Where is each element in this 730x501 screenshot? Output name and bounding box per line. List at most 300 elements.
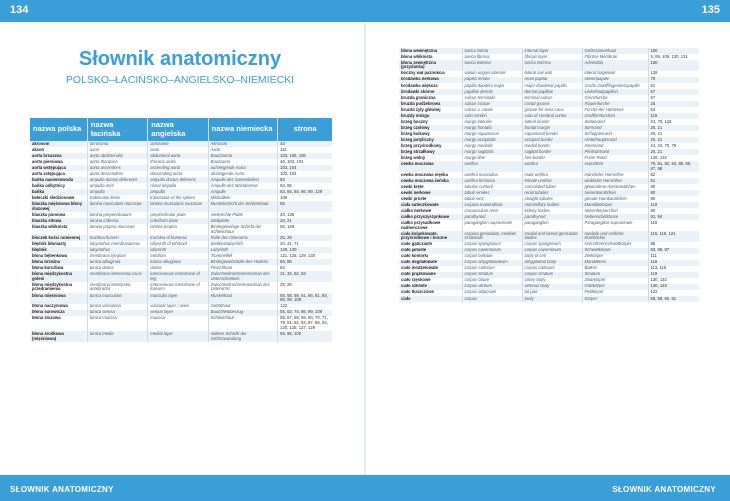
table-cell: parathyroid (522, 214, 582, 220)
table-cell: Nierenkörperchen (582, 208, 648, 214)
table-cell: trabeculae lienis (87, 195, 147, 201)
table-cell: ciało tłuszczowe (399, 290, 462, 296)
table-cell: fat pad (522, 290, 582, 296)
table-cell: Fettkörper (582, 290, 648, 296)
table-cell: Trommelfell (208, 253, 277, 259)
table-cell: błona wewnętrzna (399, 48, 462, 54)
table-cell: 79, 81, 82, 84, 85, 86, 87, 88 (648, 161, 699, 172)
table-row (30, 271, 332, 282)
table-cell: 111 (648, 254, 699, 260)
table-cell: Paraganglion suprarenale (582, 220, 648, 231)
page-header-bar (0, 0, 730, 22)
table-cell: urethra feminina (462, 178, 522, 184)
table-cell: Große Zwölffingerdarmpapille (582, 83, 648, 89)
table-cell: corpus vitreum (462, 284, 522, 290)
table-cell: ampulla (87, 189, 147, 195)
table-cell: tubuli recti (462, 196, 522, 202)
table-cell: cewka moczowa (399, 161, 462, 172)
table-cell: Ampulle (208, 189, 277, 195)
table-cell: 20, 135 (278, 212, 332, 218)
table-cell: Axon (208, 147, 277, 153)
table-cell: renal papilla (522, 77, 582, 83)
table-cell: ciałko przysadkowe nadnerczowe (399, 220, 462, 231)
table-cell: paraganglion suprarenale (462, 220, 522, 231)
table-cell: 80 (648, 184, 699, 190)
table-cell: brzeg strzałkowy (399, 149, 462, 155)
table-cell: labyrinth of ethmoid (148, 241, 208, 247)
table-cell: aorta brzuszna (30, 153, 87, 159)
dictionary-table-right (399, 48, 699, 302)
table-cell: błona mięśniowa (30, 293, 87, 304)
table-cell: frontal margin (522, 125, 582, 131)
table-cell: sulcus v. cavae (462, 107, 522, 113)
table-cell: cewki nerkowe (399, 190, 462, 196)
table-cell: tunica externa (522, 60, 582, 71)
table-cell: Seitenrand (582, 119, 648, 125)
table-cell: Akrosom (208, 141, 277, 147)
table-cell: medial border (522, 143, 582, 149)
table-cell: boczny wał paznokcia (399, 71, 462, 77)
table-cell: Gefässinnenhaut (582, 48, 648, 54)
table-cell: ampulla (148, 189, 208, 195)
table-cell: beleczki śledzionowe (30, 195, 87, 201)
table-cell: 55, 129 (278, 224, 332, 235)
table-cell: lateral border (522, 119, 582, 125)
table-cell: gerade Harnkanälchen (582, 196, 648, 202)
table-cell: 20, 21 (278, 218, 332, 224)
table-cell: Fibröse Membran (582, 54, 648, 60)
table-cell: brodawki skórne (399, 89, 462, 95)
table-cell: akson (30, 147, 87, 153)
table-cell: papilla renalis (462, 77, 522, 83)
table-cell: mediale und seitliche Kniehöcker (582, 231, 648, 242)
table-row (30, 331, 332, 342)
table-cell: corpus cavernosum (522, 248, 582, 254)
table-cell: ciało prążkowane (399, 272, 462, 278)
table-cell: straight tubules (522, 196, 582, 202)
table-cell: Milzbalken (208, 195, 277, 201)
table-cell: cewka moczowa żeńska (399, 178, 462, 184)
table-cell: Harnröhrenschwellkörper (582, 242, 648, 248)
table-cell: 116 (648, 220, 699, 231)
table-cell: aorta wstępująca (30, 165, 87, 171)
table-cell: błona zewnętrzna (przydanka) (399, 60, 462, 71)
footer-title-left: SŁOWNIK ANATOMICZNY (10, 485, 114, 494)
table-cell: tunica fibrosa (462, 54, 522, 60)
table-cell: ciliary body (522, 278, 582, 284)
table-cell: labyrinthus membranaceus (87, 241, 147, 247)
table-cell: 58, 59, 60, 61 (648, 296, 699, 302)
table-cell: Ampulle des Mastdarmes (208, 183, 277, 189)
table-cell: 20, 21 (648, 131, 699, 137)
table-cell: urethra (462, 161, 522, 172)
table-cell: ciało komórki (399, 254, 462, 260)
table-cell: Siebbeinlabyrinth (208, 241, 277, 247)
table-row (399, 231, 699, 242)
table-row (30, 293, 332, 304)
table-cell: vitreous body (522, 284, 582, 290)
table-cell: axon (87, 147, 147, 153)
table-cell: perpendicular plate (148, 212, 208, 218)
table-cell: senkrechte Platte (208, 212, 277, 218)
table-cell: Großhirnfurchen (582, 113, 648, 119)
table-cell: 24, 34, 70, 79 (648, 143, 699, 149)
table-cell: thoracic aorta (148, 159, 208, 165)
table-cell: błona kurczliwa (30, 265, 87, 271)
table-cell: corpus cellulae (462, 254, 522, 260)
table-cell: sulcus costae (462, 101, 522, 107)
table-cell: rectal ampulla (148, 183, 208, 189)
table-cell: Schwellkörper (582, 248, 648, 254)
table-cell: Labyrinth (208, 247, 277, 253)
table-cell: 109 (278, 195, 332, 201)
table-cell: 91, 94 (648, 214, 699, 220)
table-cell: tunica albuginea (87, 259, 147, 265)
table-cell: Schuppenrand (582, 131, 648, 137)
table-cell: costal groove (522, 101, 582, 107)
table-cell: Grenzfurche (582, 95, 648, 101)
table-cell: Striatum (582, 272, 648, 278)
table-cell: ascending aorta (148, 165, 208, 171)
table-cell: błona bębenkowa (30, 253, 87, 259)
table-cell: 130, 133 (648, 284, 699, 290)
page-title: Słownik anatomiczny (78, 48, 282, 70)
table-cell: amygdaloid body (522, 260, 582, 266)
table-cell: labyrinth (148, 247, 208, 253)
table-cell: cewki kręte (399, 184, 462, 190)
table-cell: parathyroid (462, 214, 522, 220)
page-number-left: 134 (10, 4, 29, 16)
table-cell: corpus spongiosum (522, 242, 582, 248)
table-cell: ampulla ductus deferens (148, 177, 208, 183)
table-cell: trochlea of humerus (148, 235, 208, 241)
table-cell: lamina perpendicularis (87, 212, 147, 218)
table-cell: papilla duodeni major (462, 83, 522, 89)
table-cell: ampulla recti (87, 183, 147, 189)
table-cell: labyrinthus (87, 247, 147, 253)
table-cell: vascular layer / uvea (148, 304, 208, 310)
table-cell: Muskelschicht der Schleimhaut (208, 201, 277, 212)
table-cell: corpusculum renis (462, 208, 522, 214)
table-cell: Glaskörper (582, 284, 648, 290)
table-cell: Siebplatte (208, 218, 277, 224)
table-cell: Adventitia (582, 60, 648, 71)
table-cell: bruzda żyły głównej (399, 107, 462, 113)
table-cell: male urethra (522, 172, 582, 178)
table-cell: lateral nail wall (522, 71, 582, 77)
table-cell: błona międzykostna goleni (30, 271, 87, 282)
table-cell: Nebenschilddrüse (582, 214, 648, 220)
table-cell: gewundene Harnkanälchen (582, 184, 648, 190)
table-cell: sulcus terminalis (462, 95, 522, 101)
table-cell: brzeg czołowy (399, 125, 462, 131)
table-cell: membrana interossea cruris (87, 271, 147, 282)
table-cell: 80 (648, 196, 699, 202)
table-cell: free border (522, 155, 582, 161)
table-body-right (399, 48, 699, 302)
table-cell: ciała suteczkowate (399, 202, 462, 208)
table-cell: muscular layer (148, 293, 208, 304)
table-cell: 84 (278, 265, 332, 271)
table-cell: corpus ciliare (462, 278, 522, 284)
table-cell: margo squamosus (462, 131, 522, 137)
table-cell: 111 (278, 147, 332, 153)
table-cell: brodawka nerkowa (399, 77, 462, 83)
table-cell: major duodenal papilla (522, 83, 582, 89)
table-cell: 103, 104 (278, 165, 332, 171)
table-cell: 122 (648, 290, 699, 296)
footer-title-right: SŁOWNIK ANATOMICZNY (612, 485, 716, 494)
table-row (30, 224, 332, 235)
table-cell: ciało modzelowate (399, 266, 462, 272)
table-cell: 55, 58, 59, 61, 66, 81, 84, 86, 99, 109 (278, 293, 332, 304)
table-cell: aorta piersiowa (30, 159, 87, 165)
table-cell: 84 (278, 177, 332, 183)
table-cell: Zwischenknochenmembran des Unterschenkels (208, 271, 277, 282)
table-cell: interosseous membrane of leg (148, 271, 208, 282)
table-cell: mittlere Schicht der Gefässwandung (208, 331, 277, 342)
table-cell: medial and lateral geniculate bodies (522, 231, 582, 242)
table-cell: abdominal aorta (148, 153, 208, 159)
table-cell: ciało jamiste (399, 248, 462, 254)
table-cell: lamina propria (148, 224, 208, 235)
table-cell: 128 (648, 71, 699, 77)
table-cell: bloczek kości ramiennej (30, 235, 87, 241)
table-cell: acrosoma (87, 141, 147, 147)
table-cell: 44 (278, 141, 332, 147)
table-cell: absteigende Aorta (208, 171, 277, 177)
table-cell: 25 (648, 101, 699, 107)
table-cell: margo lateralis (462, 119, 522, 125)
table-cell: fibrous layer (522, 54, 582, 60)
table-cell: Hinterhauptsrand (582, 137, 648, 143)
page-subtitle: POLSKO–ŁACIŃSKO–ANGIELSKO–NIEMIECKI (65, 74, 295, 86)
table-cell: Fleischhaut (208, 265, 277, 271)
table-cell: tunica serosa (87, 310, 147, 316)
table-cell: bańka odbytnicy (30, 183, 87, 189)
table-cell: dermal papillae (522, 89, 582, 95)
table-cell: corpora geniculata, mediale et laterale (462, 231, 522, 242)
table-cell: Ampulle des Samenleiters (208, 177, 277, 183)
table-cell: aorta ascendens (87, 165, 147, 171)
table-cell: błona śluzowa (30, 316, 87, 332)
table-cell: 5, 99, 109, 130, 131 (648, 54, 699, 60)
table-cell: groove for vena cava (522, 107, 582, 113)
table-cell: blaszka sitowa (30, 218, 87, 224)
table-cell: 63, 84, 84, 86, 99, 129 (278, 189, 332, 195)
table-cell: membrana tympani (87, 253, 147, 259)
table-cell: 20, 21 (648, 149, 699, 155)
table-cell: Harnröhre (582, 161, 648, 172)
table-cell: blaszka pionowa (30, 212, 87, 218)
table-cell: lateral Nagelwall (582, 71, 648, 77)
table-cell: aufsteigende Aorta (208, 165, 277, 171)
page-footer-bar (0, 475, 730, 501)
table-cell: brzeg przyśrodkowy (399, 143, 462, 149)
table-cell: 103, 104 (278, 171, 332, 177)
table-cell: occipital border (522, 137, 582, 143)
table-cell: ciało (399, 296, 462, 302)
table-cell: trabeculae of the spleen (148, 195, 208, 201)
table-cell: 100 (648, 48, 699, 54)
table-cell: body of cell (522, 254, 582, 260)
table-cell: 113, 116 (648, 266, 699, 272)
table-cell: 55, 95, 100 (278, 331, 332, 342)
table-cell: 25, 28 (278, 282, 332, 293)
table-cell: Bindegewebige Schicht der Schleimhaut (208, 224, 277, 235)
table-cell: ciałko nerkowe (399, 208, 462, 214)
table-cell: weibliche Harnröhre (582, 178, 648, 184)
table-cell: tunica muscularis (87, 293, 147, 304)
table-cell: brodawka większa (399, 83, 462, 89)
column-header: nazwa łacińska (87, 118, 147, 141)
table-cell: Bauchfellüberzug (208, 310, 277, 316)
table-cell: blaszka włóknista (30, 224, 87, 235)
table-cell: margo occipitalis (462, 137, 522, 143)
table-cell: ciało migdałowate (399, 260, 462, 266)
table-cell: Bindegewebshülle des Hodens (208, 259, 277, 265)
table-cell: Nierenkanälchen (582, 190, 648, 196)
table-cell: 55, 63, 74, 86, 99, 109 (278, 310, 332, 316)
table-cell: 128, 132 (648, 155, 699, 161)
table-cell: männliche Harnröhre (582, 172, 648, 178)
table-cell: mammillary bodies (522, 202, 582, 208)
table-cell: tunica externa (462, 60, 522, 71)
table-cell: sulci cerebri (462, 113, 522, 119)
table-cell: błona surowicza (30, 310, 87, 316)
table-cell: urethra masculina (462, 172, 522, 178)
table-cell: bańka (30, 189, 87, 195)
table-cell: Muskelhaut (208, 293, 277, 304)
table-cell: 20, 21 (648, 137, 699, 143)
table-cell: dartos (148, 265, 208, 271)
table-cell: 57 (648, 89, 699, 95)
table-cell: Ziliarkörper (582, 278, 648, 284)
table-cell: corpus amygdaloideum (462, 260, 522, 266)
table-cell: terminal sulcus (522, 95, 582, 101)
table-cell: tunica media (87, 331, 147, 342)
table-cell: paraganglion (522, 220, 582, 231)
table-cell: 119 (648, 202, 699, 208)
table-cell: 129, 130 (278, 247, 332, 253)
table-cell: corpus callosum (462, 266, 522, 272)
table-cell: błona środkowa (mięśniowa) (30, 331, 87, 342)
table-cell: trochlea humeri (87, 235, 147, 241)
table-cell: interosseous membrane of forearm (148, 282, 208, 293)
table-cell: 84, 85 (278, 259, 332, 265)
table-cell: corpus striatum (462, 272, 522, 278)
table-cell: sulci of cerebral cortex (522, 113, 582, 119)
table-cell: urethra (522, 161, 582, 172)
table-cell: corpus cavernosum (462, 248, 522, 254)
table-cell: brzeg potyliczny (399, 137, 462, 143)
table-row (30, 201, 332, 212)
table-cell: 79 (648, 77, 699, 83)
table-cell: 81 (648, 178, 699, 184)
table-cell: margo medialis (462, 143, 522, 149)
table-cell: ciałko przyszyszynkowe (399, 214, 462, 220)
table-cell: tunica vasculosa (87, 304, 147, 310)
table-cell: 121, 128, 129, 130 (278, 253, 332, 259)
page-number-right: 135 (701, 4, 720, 16)
table-cell: margo sagittalis (462, 149, 522, 155)
table-cell: eardrum (148, 253, 208, 259)
table-cell: tunica mucosa (87, 316, 147, 332)
table-cell: Rolle des Oberarms (208, 235, 277, 241)
table-cell: blaszka mięśniowa błony śluzowej (30, 201, 87, 212)
table-cell: aorta thoracica (87, 159, 147, 165)
table-cell: kidney bodies (522, 208, 582, 214)
table-cell: acrosome (148, 141, 208, 147)
table-cell: 82 (648, 172, 699, 178)
column-header: nazwa niemiecka (208, 118, 277, 141)
table-row (399, 60, 699, 71)
table-cell: ampulla ductus deferentis (87, 177, 147, 183)
table-cell: margo liber (462, 155, 522, 161)
table-cell: brzeg łuskowy (399, 131, 462, 137)
table-cell: Brustaorta (208, 159, 277, 165)
table-cell: 80 (648, 190, 699, 196)
table-cell: papillae dermis (462, 89, 522, 95)
table-cell: cewka moczowa męska (399, 172, 462, 178)
table-cell: cewki proste (399, 196, 462, 202)
table-row (399, 296, 699, 302)
table-cell: corpus spongiosum (462, 242, 522, 248)
table-cell: medial layer (148, 331, 208, 342)
table-cell: membrana interossea antebrachii (87, 282, 147, 293)
table-cell: Lederhautpapillen (582, 89, 648, 95)
table-cell: brzeg wolny (399, 155, 462, 161)
table-cell: Freier Rand (582, 155, 648, 161)
table-row (30, 316, 332, 332)
table-cell: Nierenpapille (582, 77, 648, 83)
table-cell: 130, 132 (648, 278, 699, 284)
column-header: nazwa angielska (148, 118, 208, 141)
table-cell: akrosom (30, 141, 87, 147)
book-spine (364, 22, 366, 475)
table-cell: squamosal border (522, 131, 582, 137)
table-cell: corpus striatum (522, 272, 582, 278)
table-cell: bruzda graniczna (399, 95, 462, 101)
table-cell: ciało szkliste (399, 284, 462, 290)
table-cell: lamina muscularis mucosae (148, 201, 208, 212)
table-cell: aorta abdominalis (87, 153, 147, 159)
table-cell: 100 (648, 60, 699, 71)
table-cell: 31, 34, 52, 53 (278, 271, 332, 282)
table-cell: lamina muscularis mucosae (87, 201, 147, 212)
table-cell: margo frontalis (462, 125, 522, 131)
table-cell: renal tubules (522, 190, 582, 196)
table-cell: body (522, 296, 582, 302)
table-cell: tubulus contorti (462, 184, 522, 190)
table-cell: serous layer (148, 310, 208, 316)
table-cell: Bauchaorta (208, 153, 277, 159)
table-cell: 80 (648, 208, 699, 214)
table-cell: 119 (648, 272, 699, 278)
table-cell: 63, 85 (278, 183, 332, 189)
table-cell: axon (148, 147, 208, 153)
table-cell: aorta zstępująca (30, 171, 87, 177)
table-cell: Stirnrand (582, 125, 648, 131)
table-cell: 83, 85, 87 (648, 248, 699, 254)
table-cell: bruzdy mózgu (399, 113, 462, 119)
table-header-row (30, 118, 332, 141)
table-cell: Pfeilnahtrand (582, 149, 648, 155)
table-cell: tunica intima (462, 48, 522, 54)
table-row (30, 282, 332, 293)
table-cell: błona włóknista (399, 54, 462, 60)
table-cell: 116 (648, 113, 699, 119)
